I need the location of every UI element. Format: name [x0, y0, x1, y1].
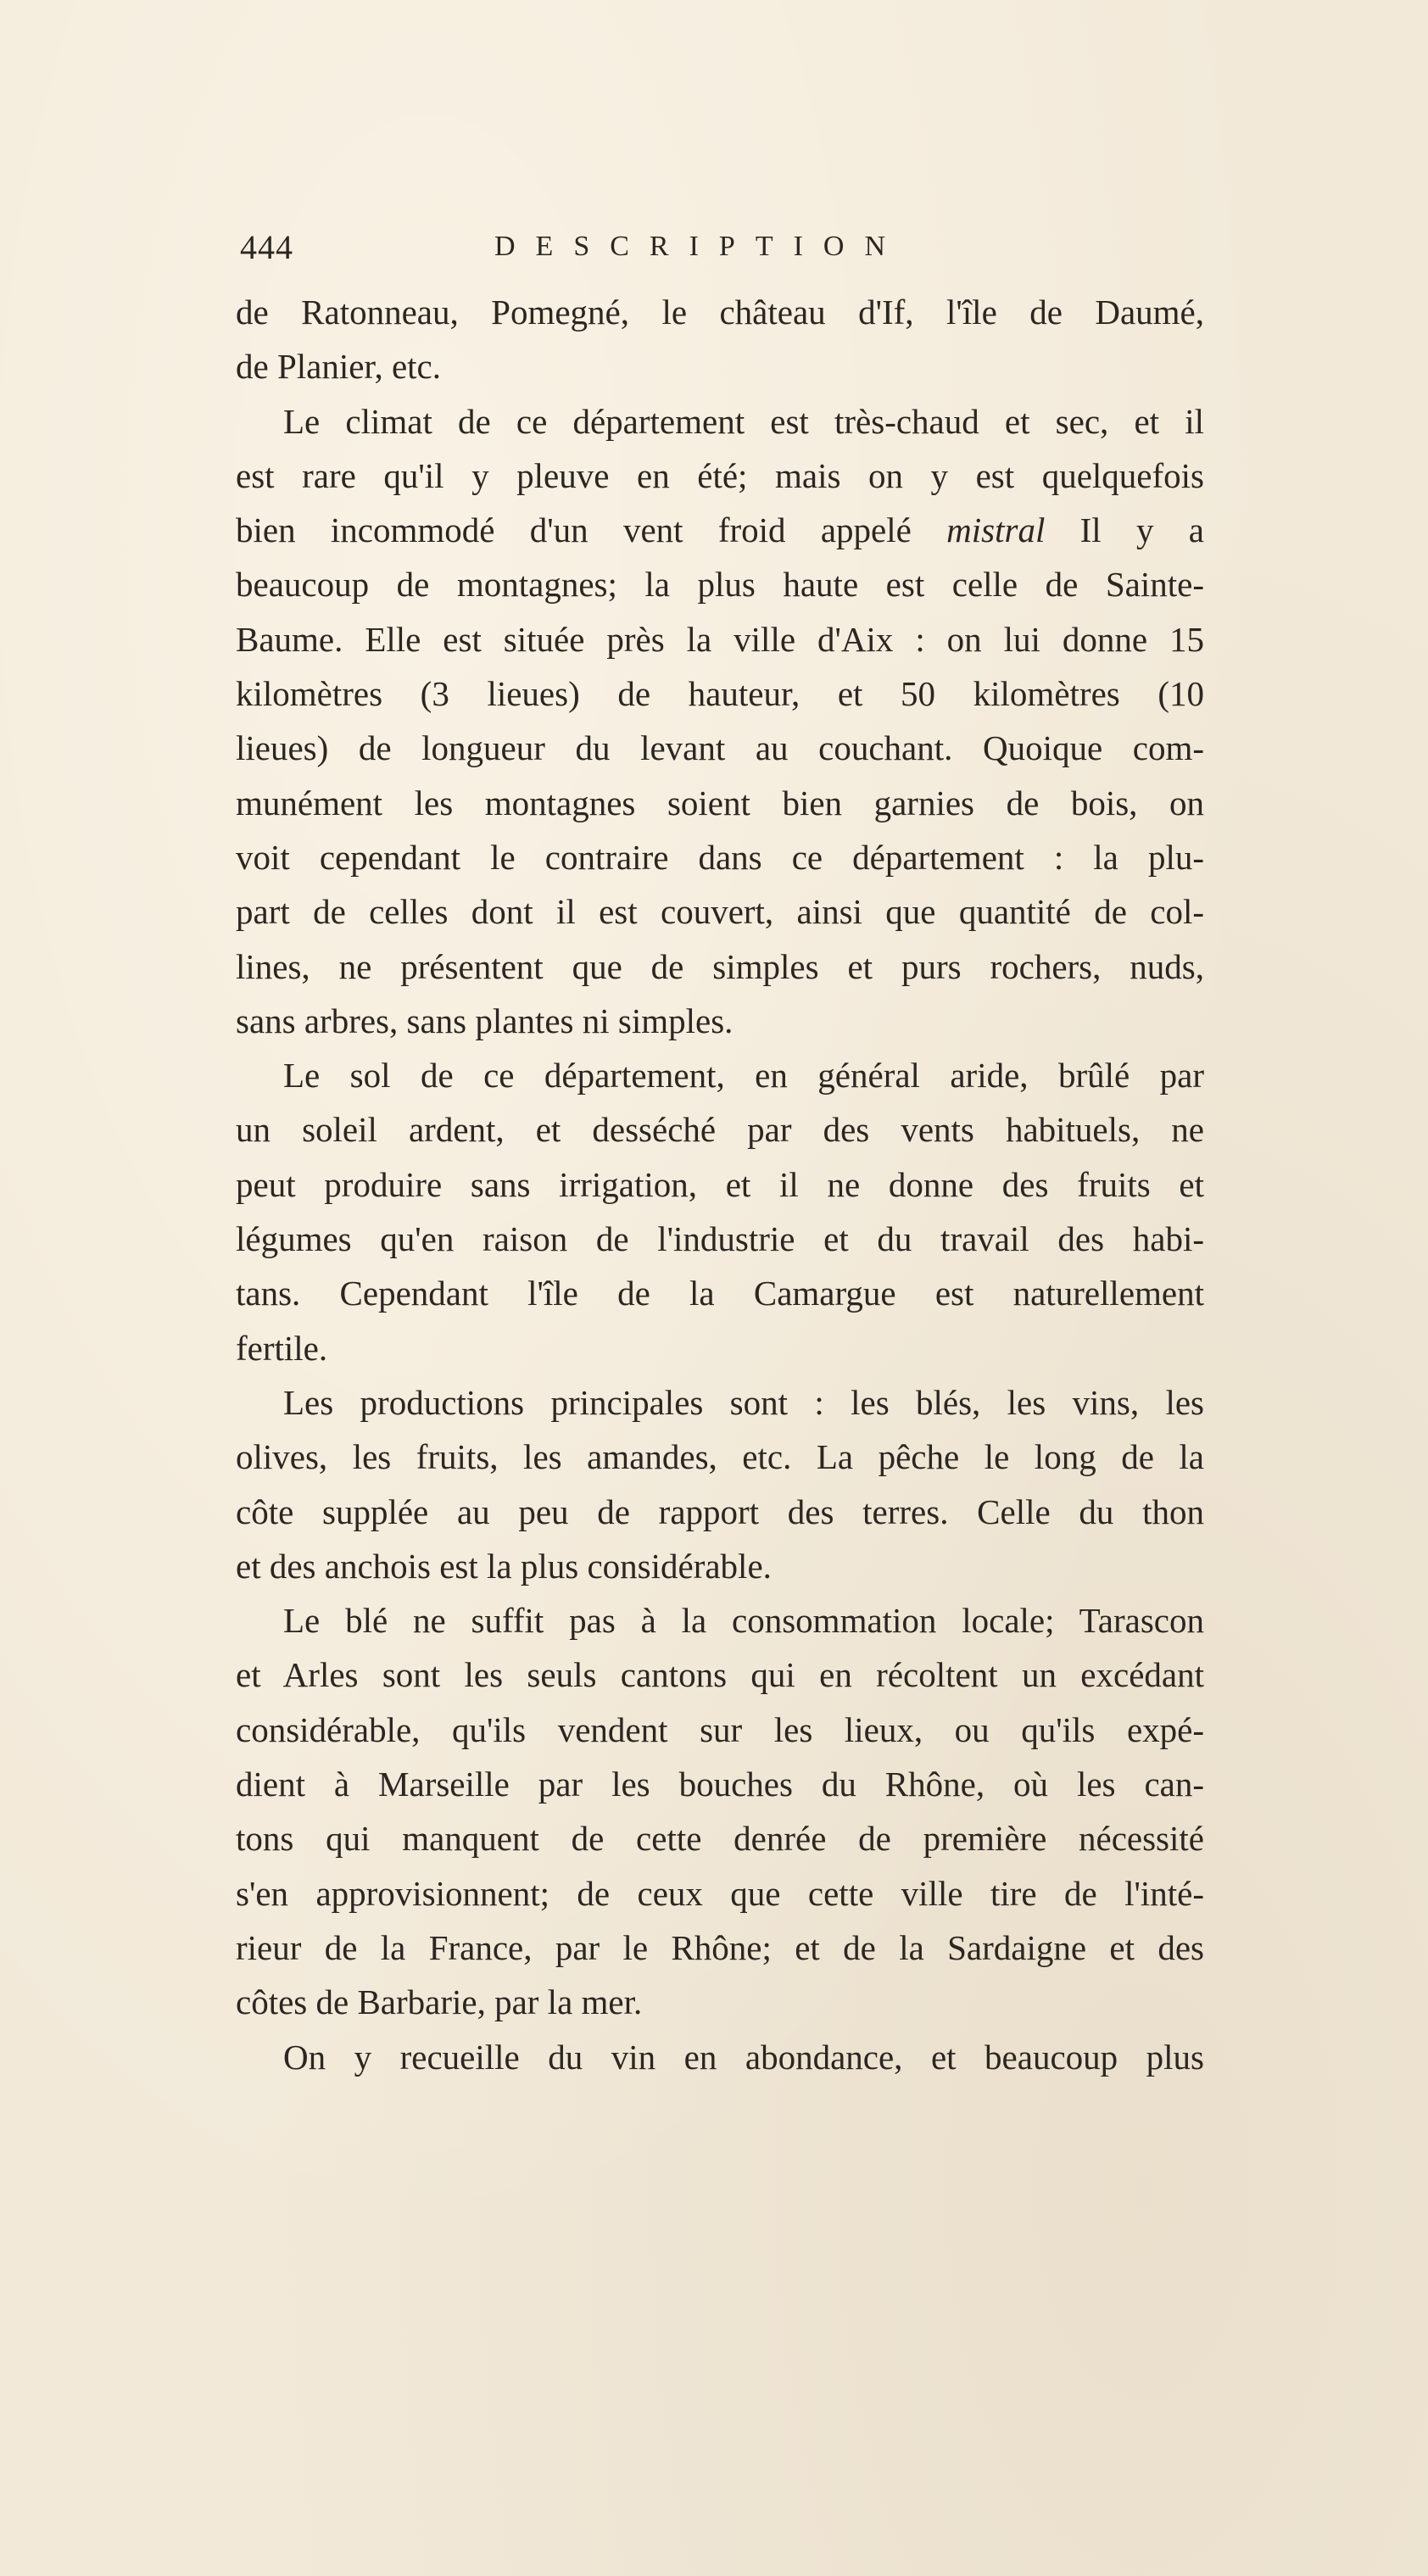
text-line: tons qui manquent de cette denrée de première nécessité — [236, 1819, 1204, 1859]
text-line: munément les montagnes soient bien garnies de bois, on — [236, 783, 1204, 822]
text-line: rieur de la France, par le Rhône; et de la Sardaigne et des — [236, 1927, 1204, 1967]
text-line: de Ratonneau, Pomegné, le château d'If, l'île de Daumé, — [236, 293, 1204, 332]
paragraph — [236, 394, 1204, 1049]
text-line: Les productions principales sont : les blés, les vins, les — [283, 1382, 1204, 1422]
text-line: et Arles sont les seuls cantons qui en récoltent un excédant — [236, 1655, 1204, 1695]
text-line: côte supplée au peu de rapport des terres. Celle du thon — [236, 1492, 1204, 1531]
text-line: bien incommodé d'un vent froid appelé mistral Il y a — [236, 510, 1204, 550]
text-line: Le blé ne suffit pas à la consommation locale; Tarascon — [283, 1601, 1204, 1641]
text-line: olives, les fruits, les amandes, etc. La pêche le long de la — [236, 1437, 1204, 1477]
text-line: voit cependant le contraire dans ce département : la plu- — [236, 837, 1204, 877]
text-line: beaucoup de montagnes; la plus haute est celle de Sainte- — [236, 565, 1204, 605]
text-line: peut produire sans irrigation, et il ne donne des fruits et — [236, 1164, 1204, 1204]
text-line: lieues) de longueur du levant au couchant. Quoique com- — [236, 728, 1204, 768]
text-line: sans arbres, sans plantes ni simples. — [236, 1001, 734, 1040]
text-line: lines, ne présentent que de simples et purs rochers, nuds, — [236, 946, 1204, 986]
text-line: et des anchois est la plus considérable. — [236, 1546, 772, 1586]
paragraph — [236, 2030, 1204, 2084]
paragraph — [236, 1048, 1204, 1375]
text-line: considérable, qu'ils vendent sur les lieux, ou qu'ils expé- — [236, 1709, 1204, 1749]
paragraph — [236, 285, 1204, 394]
text-line: est rare qu'il y pleuve en été; mais on y est quelquefois — [236, 455, 1204, 495]
text-line: part de celles dont il est couvert, ainsi que quantité de col- — [236, 892, 1204, 932]
body-text — [236, 285, 1204, 2084]
text-line: Le sol de ce département, en général aride, brûlé par — [283, 1056, 1204, 1096]
text-line: tans. Cependant l'île de la Camargue est naturellement — [236, 1274, 1204, 1313]
text-line: s'en approvisionnent; de ceux que cette ville tire de l'inté- — [236, 1873, 1204, 1913]
text-line: Baume. Elle est située près la ville d'Aix : on lui donne 15 — [236, 619, 1204, 659]
running-head: DESCRIPTION — [494, 231, 906, 262]
page-number: 444 — [240, 228, 293, 266]
text-line: un soleil ardent, et desséché par des vents habituels, ne — [236, 1110, 1204, 1150]
text-line: kilomètres (3 lieues) de hauteur, et 50 kilomètres (10 — [236, 674, 1204, 714]
paragraph — [236, 1593, 1204, 2029]
page-header — [240, 227, 1215, 278]
text-line: de Planier, etc. — [236, 347, 441, 387]
text-line: légumes qu'en raison de l'industrie et du travail des habi- — [236, 1219, 1204, 1259]
text-line: côtes de Barbarie, par la mer. — [236, 1982, 643, 2022]
text-line: fertile. — [236, 1328, 328, 1368]
text-line: dient à Marseille par les bouches du Rhône, où les can- — [236, 1765, 1204, 1804]
text-line: On y recueille du vin en abondance, et beaucoup plus — [283, 2037, 1204, 2077]
paragraph — [236, 1375, 1204, 1593]
text-line: Le climat de ce département est très-chaud et sec, et il — [283, 401, 1204, 441]
